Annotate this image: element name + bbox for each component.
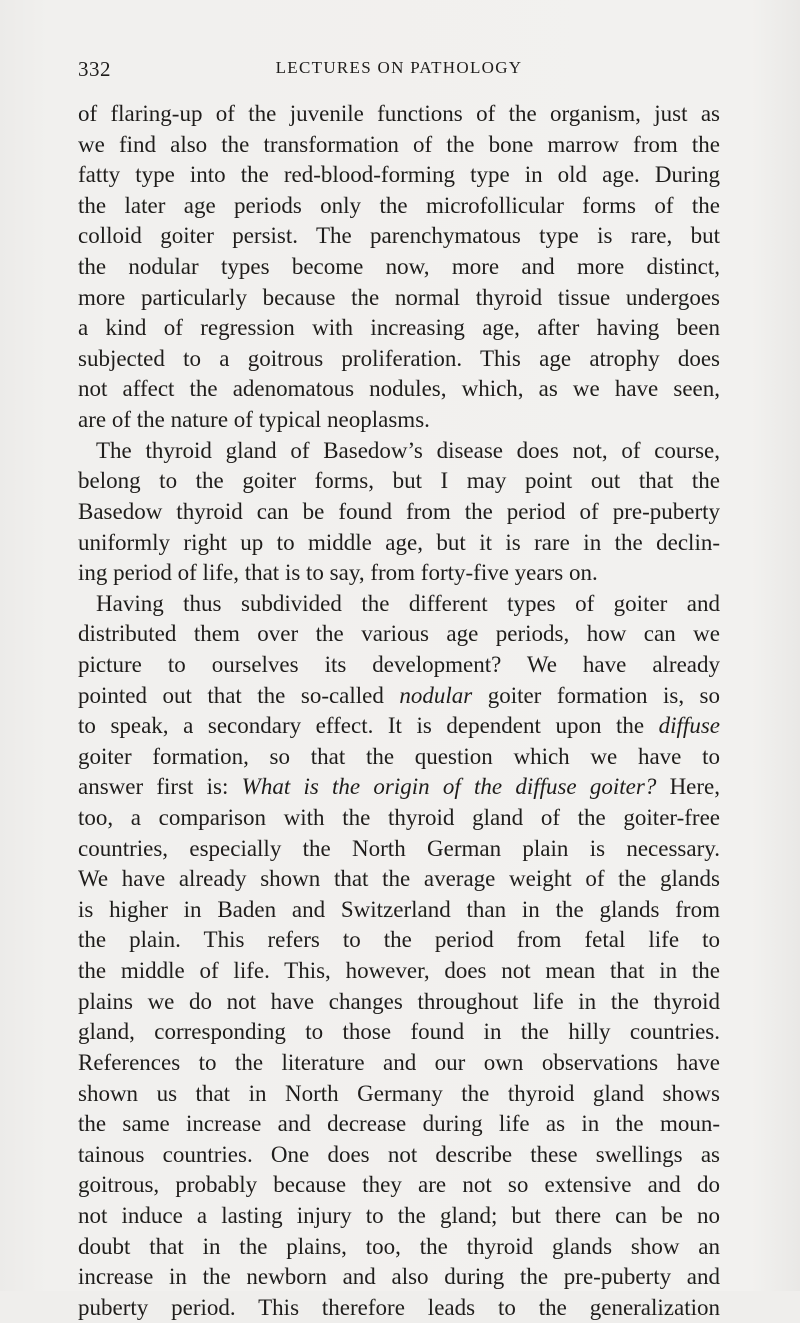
text-line (78, 772, 720, 803)
text-segment: increase in the newborn and also during the pre-puberty and (78, 1264, 720, 1290)
text-segment: not induce a lasting injury to the gland; but there can be no (78, 1202, 720, 1228)
text-line (78, 221, 720, 252)
text-segment: pointed out that the so-called (78, 682, 400, 708)
text-line (78, 160, 720, 191)
text-line (78, 1201, 720, 1232)
text-segment: the later age periods only the microfollicular forms of the (78, 192, 720, 218)
text-segment: fatty type into the red-blood-forming type in old age. During (78, 162, 720, 188)
text-line (78, 466, 720, 497)
text-line (78, 252, 720, 283)
text-segment: not affect the adenomatous nodules, which, as we have seen, (78, 376, 720, 402)
text-line (78, 313, 720, 344)
text-line (78, 405, 720, 436)
text-segment: belong to the goiter forms, but I may point out that the (78, 468, 720, 494)
text-segment: doubt that in the plains, too, the thyroid glands show an (78, 1233, 720, 1259)
text-line (78, 1017, 720, 1048)
text-line (78, 987, 720, 1018)
text-line (78, 711, 720, 742)
text-line (78, 619, 720, 650)
body-text (78, 99, 720, 1323)
text-line (78, 1079, 720, 1110)
text-segment: gland, corresponding to those found in the hilly countries. (78, 1019, 720, 1045)
italic-text: What is the origin of the diffuse goiter? (241, 774, 657, 800)
text-segment: ing period of life, that is to say, from forty-five years on. (78, 560, 598, 586)
page-number: 332 (78, 57, 111, 81)
text-segment: countries, especially the North German plain is necessary. (78, 835, 720, 861)
text-segment: the plain. This refers to the period from fetal life to (78, 927, 720, 953)
text-line (78, 344, 720, 375)
text-segment: too, a comparison with the thyroid gland of the goiter-free (78, 805, 720, 831)
text-line (78, 1140, 720, 1171)
text-segment: puberty period. This therefore leads to the generalization (78, 1294, 720, 1320)
text-segment: answer first is: (78, 774, 242, 800)
text-segment: References to the literature and our own observations have (78, 1049, 720, 1075)
text-line (78, 528, 720, 559)
text-segment: colloid goiter persist. The parenchymatous type is rare, but (78, 223, 720, 249)
text-line (78, 650, 720, 681)
text-line (78, 374, 720, 405)
text-segment: the nodular types become now, more and more distinct, (78, 254, 720, 280)
text-segment: Basedow thyroid can be found from the period of pre-puberty (78, 498, 720, 524)
text-line (78, 1262, 720, 1293)
text-segment: of flaring-up of the juvenile functions of the organism, just as (78, 101, 720, 126)
text-segment: distributed them over the various age periods, how can we (78, 621, 720, 647)
text-line (78, 681, 720, 712)
text-line (78, 742, 720, 773)
text-segment: tainous countries. One does not describe these swellings as (78, 1141, 720, 1167)
text-line (78, 1048, 720, 1079)
text-segment: uniformly right up to middle age, but it is rare in the declin- (78, 529, 720, 555)
text-segment: The thyroid gland of Basedow’s disease does not, of course, (96, 437, 720, 463)
text-segment: more particularly because the normal thyroid tissue undergoes (78, 284, 720, 310)
text-line (78, 1170, 720, 1201)
text-segment: the same increase and decrease during life as in the moun- (78, 1111, 720, 1137)
text-segment: goiter formation, so that the question which we have to (78, 743, 720, 769)
text-segment: are of the nature of typical neoplasms. (78, 407, 430, 433)
text-line (78, 130, 720, 161)
text-segment: goitrous, probably because they are not so extensive and do (78, 1172, 720, 1198)
text-line (78, 925, 720, 956)
text-segment: shown us that in North Germany the thyroid gland shows (78, 1080, 720, 1106)
text-line (78, 895, 720, 926)
text-line (78, 864, 720, 895)
text-line (78, 558, 720, 589)
text-segment: is higher in Baden and Switzerland than in the glands from (78, 896, 720, 922)
text-segment: Here, (656, 774, 721, 800)
italic-text: diffuse (658, 713, 720, 739)
text-line (78, 834, 720, 865)
running-title: LECTURES ON PATHOLOGY (275, 58, 523, 77)
text-segment: We have already shown that the average weight of the glands (78, 866, 720, 892)
text-line (78, 1293, 720, 1323)
text-line (78, 589, 720, 620)
text-segment: the middle of life. This, however, does not mean that in the (78, 958, 720, 984)
text-line (78, 1109, 720, 1140)
italic-text: nodular (399, 682, 473, 708)
text-line (78, 956, 720, 987)
text-line (78, 1232, 720, 1263)
running-head (78, 57, 720, 85)
text-segment: a kind of regression with increasing age, after having been (78, 315, 720, 341)
text-line (78, 497, 720, 528)
text-line (78, 283, 720, 314)
text-line (78, 99, 720, 130)
text-segment: we find also the transformation of the bone marrow from the (78, 131, 720, 157)
text-segment: subjected to a goitrous proliferation. This age atrophy does (78, 345, 720, 371)
text-segment: goiter formation is, so (472, 682, 721, 708)
text-segment: picture to ourselves its development? We have already (78, 651, 720, 677)
text-line (78, 803, 720, 834)
text-segment: to speak, a secondary effect. It is dependent upon the (78, 713, 659, 739)
text-line (78, 191, 720, 222)
text-segment: plains we do not have changes throughout life in the thyroid (78, 988, 720, 1014)
text-line (78, 436, 720, 467)
text-segment: Having thus subdivided the different types of goiter and (96, 590, 720, 616)
